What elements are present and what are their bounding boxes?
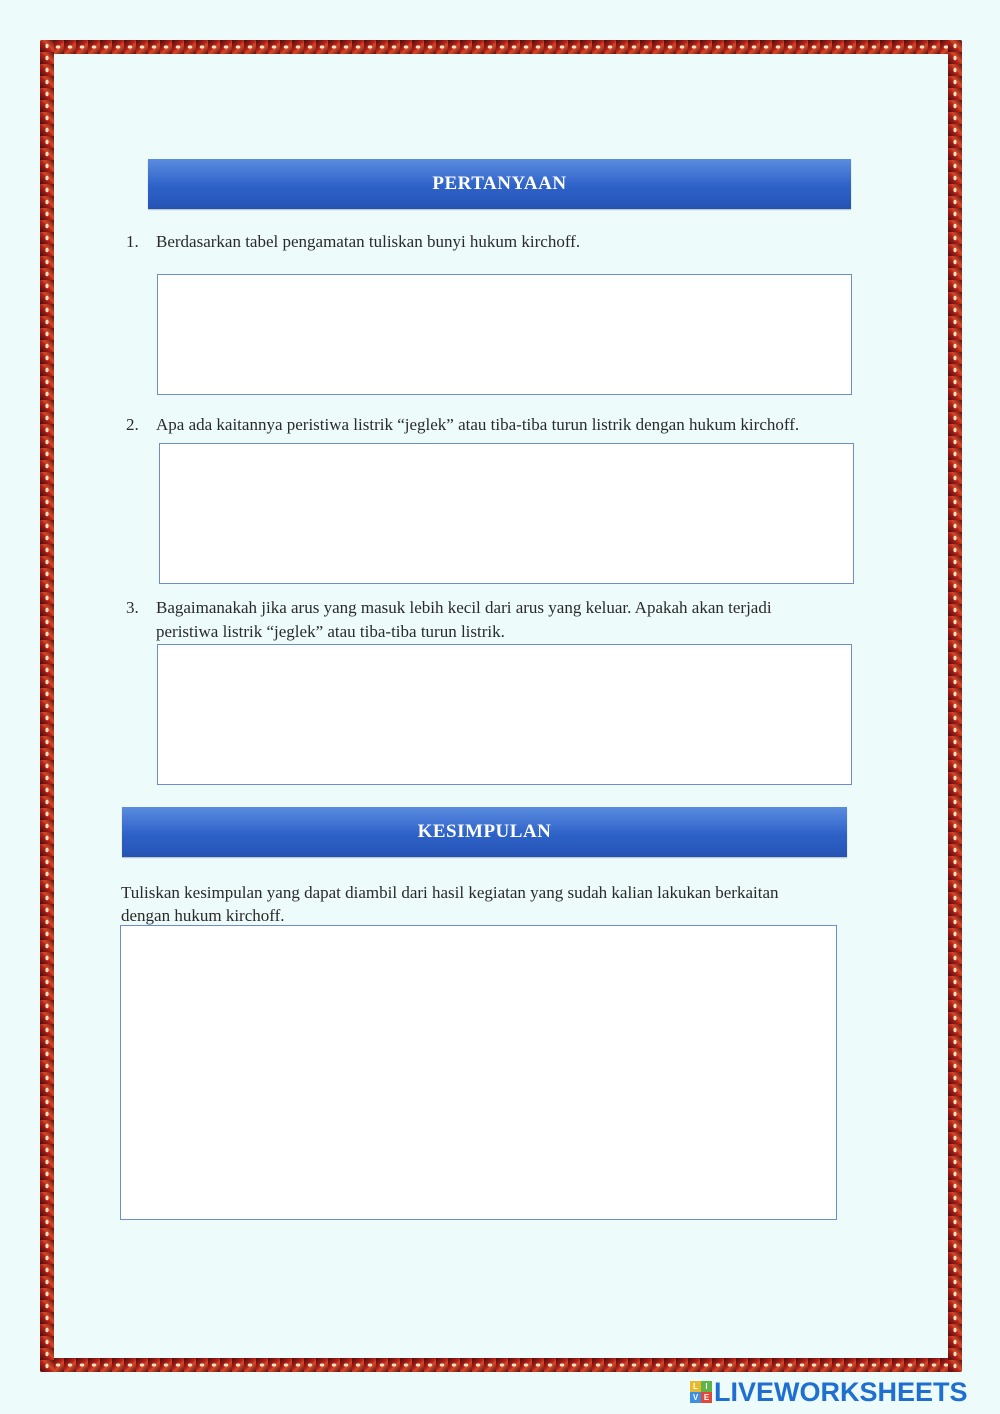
decorative-border-bottom <box>40 1358 962 1372</box>
question-number: 3. <box>126 598 139 617</box>
conclusion-answer-field[interactable] <box>120 925 837 1220</box>
answer-1-field[interactable] <box>157 274 852 395</box>
conclusion-instructions <box>121 881 861 927</box>
question-number: 2. <box>126 415 139 434</box>
question-text: Apa ada kaitannya peristiwa listrik “jeglek” atau tiba-tiba turun listrik dengan hukum kirchoff. <box>156 415 800 434</box>
questions-banner <box>148 159 851 209</box>
question-text-continued: peristiwa listrik “jeglek” atau tiba-tiba turun listrik. <box>156 622 505 641</box>
liveworksheets-logo[interactable] <box>690 1378 968 1406</box>
question-text: Bagaimanakah jika arus yang masuk lebih kecil dari arus yang keluar. Apakah akan terjadi <box>156 598 772 617</box>
conclusion-instructions-line: Tuliskan kesimpulan yang dapat diambil dari hasil kegiatan yang sudah kalian lakukan berkaitan <box>121 883 779 902</box>
liveworksheets-logo-text: LIVEWORKSHEETS <box>714 1376 968 1407</box>
conclusion-banner <box>122 807 847 857</box>
logo-letter: L <box>690 1381 701 1392</box>
question-number: 1. <box>126 232 139 251</box>
questions-title: PERTANYAAN <box>432 173 567 194</box>
decorative-border-left <box>40 40 54 1372</box>
question-text: Berdasarkan tabel pengamatan tuliskan bunyi hukum kirchoff. <box>156 232 581 251</box>
logo-letter: I <box>701 1381 712 1392</box>
liveworksheets-logo-icon <box>690 1381 712 1403</box>
decorative-border-top <box>40 40 962 54</box>
logo-letter: V <box>690 1392 701 1403</box>
decorative-border-right <box>948 40 962 1372</box>
logo-letter: E <box>701 1392 712 1403</box>
answer-2-field[interactable] <box>159 443 854 584</box>
answer-3-field[interactable] <box>157 644 852 785</box>
conclusion-instructions-line: dengan hukum kirchoff. <box>121 906 285 925</box>
conclusion-title: KESIMPULAN <box>417 821 552 842</box>
